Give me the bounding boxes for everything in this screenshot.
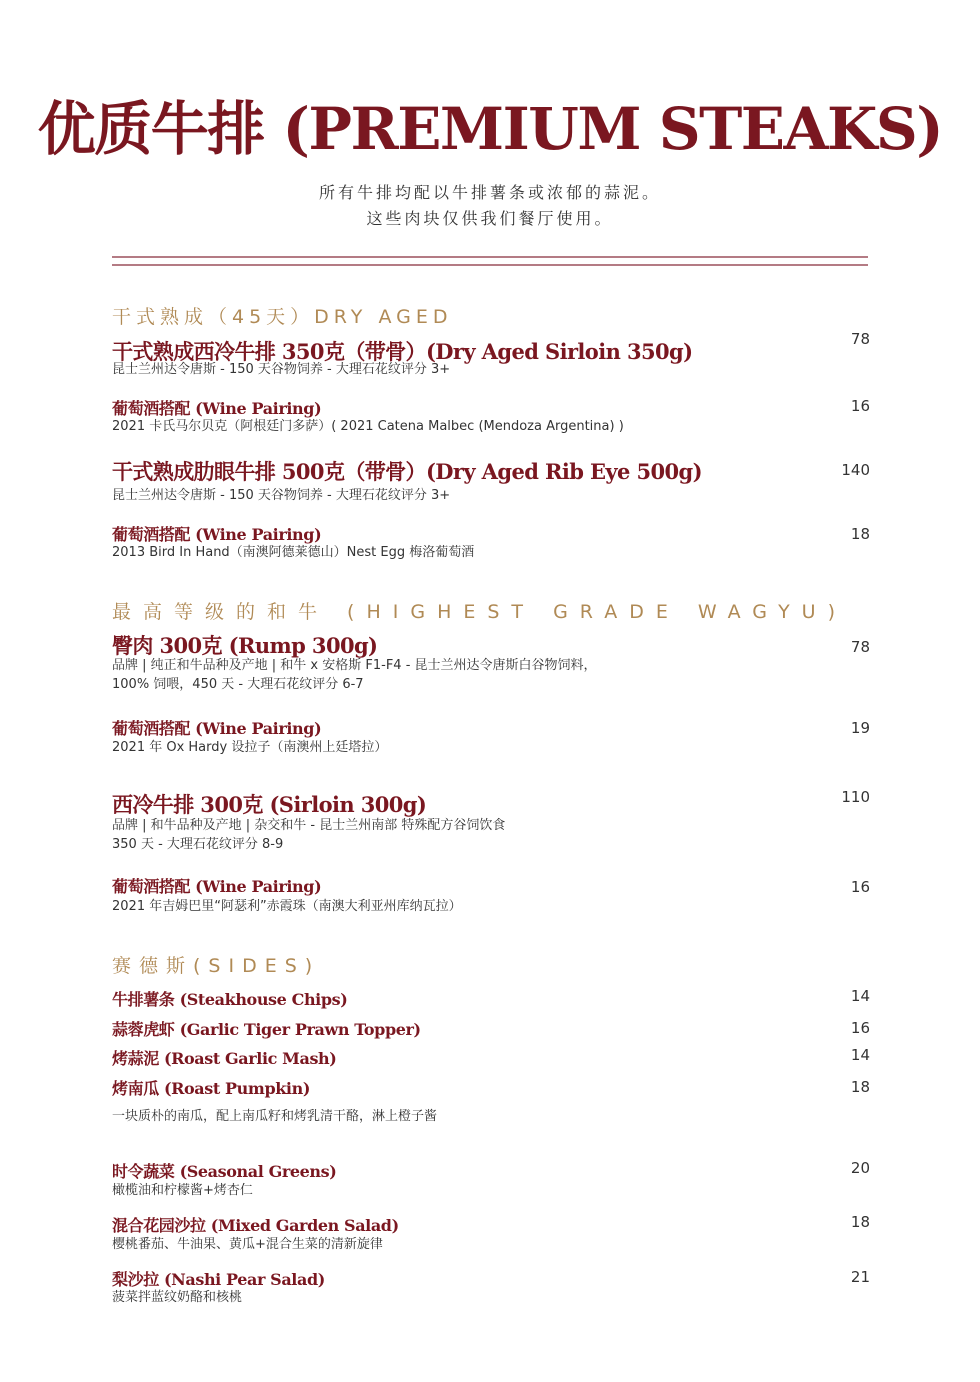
subtitle-line-2: 这些肉块仅供我们餐厅使用。 xyxy=(366,209,614,228)
item-desc-line-2: 100% 饲喂，450 天 - 大理石花纹评分 6-7 xyxy=(112,677,364,692)
side-item-desc: 一块质朴的南瓜，配上南瓜籽和烤乳清干酪，淋上橙子酱 xyxy=(112,1109,438,1124)
wine-pairing-price: 16 xyxy=(850,878,870,896)
item-name: 臀肉 300克 (Rump 300g) xyxy=(112,633,378,658)
wine-pairing-name: 葡萄酒搭配 (Wine Pairing) xyxy=(112,877,322,896)
item-desc-line-2: 350 天 - 大理石花纹评分 8-9 xyxy=(112,837,284,852)
wine-pairing-price: 16 xyxy=(850,397,870,415)
item-price: 78 xyxy=(850,638,870,656)
side-item-price: 21 xyxy=(850,1268,870,1286)
side-item-price: 16 xyxy=(850,1019,870,1037)
wine-pairing-name: 葡萄酒搭配 (Wine Pairing) xyxy=(112,399,322,418)
page-title: 优质牛排 (PREMIUM STEAKS) xyxy=(37,95,943,163)
side-item-name: 牛排薯条 (Steakhouse Chips) xyxy=(112,990,348,1009)
wine-pairing-price: 19 xyxy=(850,719,870,737)
item-price: 140 xyxy=(841,461,870,479)
wine-pairing-name: 葡萄酒搭配 (Wine Pairing) xyxy=(112,525,322,544)
item-desc: 昆士兰州达令唐斯 - 150 天谷物饲养 - 大理石花纹评分 3+ xyxy=(112,362,451,377)
side-item-price: 18 xyxy=(850,1078,870,1096)
item-desc: 昆士兰州达令唐斯 - 150 天谷物饲养 - 大理石花纹评分 3+ xyxy=(112,488,451,503)
divider-top xyxy=(112,256,868,258)
side-item-name: 烤南瓜 (Roast Pumpkin) xyxy=(112,1079,310,1098)
side-item-name: 混合花园沙拉 (Mixed Garden Salad) xyxy=(112,1216,399,1235)
wine-pairing-desc: 2021 年 Ox Hardy 设拉子（南澳州上廷塔拉） xyxy=(112,740,388,755)
section-heading-sides: 赛德斯(SIDES) xyxy=(112,955,321,977)
side-item-desc: 菠菜拌蓝纹奶酪和核桃 xyxy=(112,1290,243,1305)
item-name: 干式熟成西冷牛排 350克（带骨）(Dry Aged Sirloin 350g) xyxy=(112,339,693,364)
subtitle-line-1: 所有牛排均配以牛排薯条或浓郁的蒜泥。 xyxy=(318,183,661,202)
wine-pairing-desc: 2021 年吉姆巴里“阿瑟利”赤霞珠（南澳大利亚州库纳瓦拉） xyxy=(112,899,462,914)
item-price: 110 xyxy=(841,788,870,806)
wine-pairing-name: 葡萄酒搭配 (Wine Pairing) xyxy=(112,719,322,738)
side-item-name: 梨沙拉 (Nashi Pear Salad) xyxy=(112,1270,325,1289)
item-name: 西冷牛排 300克 (Sirloin 300g) xyxy=(112,792,427,817)
wine-pairing-desc: 2013 Bird In Hand（南澳阿德莱德山）Nest Egg 梅洛葡萄酒 xyxy=(112,545,475,560)
section-heading-wagyu: 最高等级的和牛 (HIGHEST GRADE WAGYU) xyxy=(112,601,848,623)
divider-bottom xyxy=(112,264,868,266)
side-item-price: 14 xyxy=(850,987,870,1005)
item-desc-line-1: 品牌 | 纯正和牛品种及产地 | 和牛 x 安格斯 F1-F4 - 昆士兰州达令唐斯白谷物饲料， xyxy=(112,658,597,673)
side-item-desc: 樱桃番茄、牛油果、黄瓜+混合生菜的清新旋律 xyxy=(112,1237,383,1252)
item-name: 干式熟成肋眼牛排 500克（带骨）(Dry Aged Rib Eye 500g) xyxy=(112,459,702,484)
item-price: 78 xyxy=(850,330,870,348)
item-desc-line-1: 品牌 | 和牛品种及产地 | 杂交和牛 - 昆士兰州南部 特殊配方谷饲饮食 xyxy=(112,818,506,833)
side-item-name: 时令蔬菜 (Seasonal Greens) xyxy=(112,1162,337,1181)
wine-pairing-price: 18 xyxy=(850,525,870,543)
section-heading-dry-aged: 干式熟成（45天）DRY AGED xyxy=(112,306,453,328)
side-item-price: 18 xyxy=(850,1213,870,1231)
side-item-price: 20 xyxy=(850,1159,870,1177)
side-item-price: 14 xyxy=(850,1046,870,1064)
side-item-name: 蒜蓉虎虾 (Garlic Tiger Prawn Topper) xyxy=(112,1020,421,1039)
side-item-name: 烤蒜泥 (Roast Garlic Mash) xyxy=(112,1049,337,1068)
wine-pairing-desc: 2021 卡氏马尔贝克（阿根廷门多萨）( 2021 Catena Malbec (Mendoza Argentina) ) xyxy=(112,419,624,434)
side-item-desc: 橄榄油和柠檬酱+烤杏仁 xyxy=(112,1183,253,1198)
